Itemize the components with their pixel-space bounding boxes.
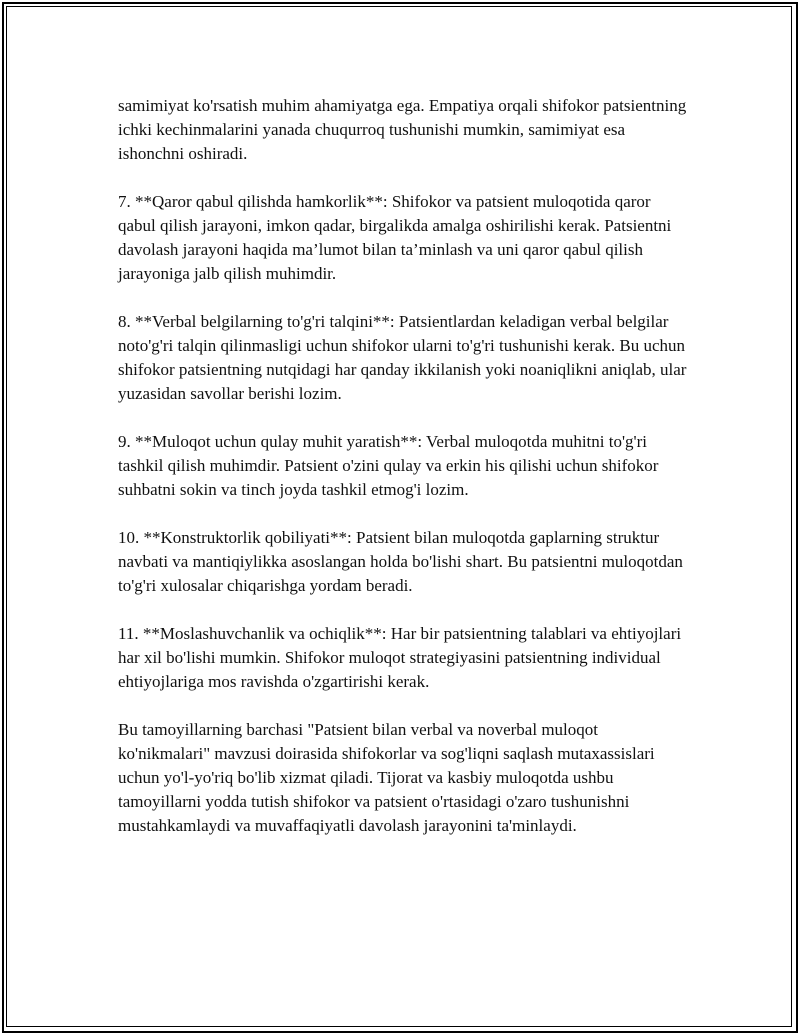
paragraph-conclusion: Bu tamoyillarning barchasi "Patsient bilan verbal va noverbal muloqot ko'nikmalari" mavzusi doirasida shifokorlar va sog'liqni saqlash mutaxassislari uchun yo'l-yo'riq bo'lib xizmat qiladi. Tijorat va kasbiy muloqotda ushbu tamoyillarni yodda tutish shifokor va patsient o'rtasidagi o'zaro tushunishni mustahkamlaydi va muvaffaqiyatli davolash jarayonini ta'minlaydi.: [118, 720, 655, 835]
paragraph-item-9: 9. **Muloqot uchun qulay muhit yaratish**: Verbal muloqotda muhitni to'g'ri tashkil qilish muhimdir. Patsient o'zini qulay va erkin his qilishi uchun shifokor suhbatni sokin va tinch joyda tashkil etmog'i lozim.: [118, 432, 659, 499]
paragraph-item-11: 11. **Moslashuvchanlik va ochiqlik**: Har bir patsientning talablari va ehtiyojlari har xil bo'lishi mumkin. Shifokor muloqot strategiyasini patsientning individual ehtiyojlariga mos ravishda o'zgartirishi kerak.: [118, 624, 682, 691]
paragraph-item-10: 10. **Konstruktorlik qobiliyati**: Patsient bilan muloqotda gaplarning struktur navbati va mantiqiylikka asoslangan holda bo'lishi shart. Bu patsientni muloqotdan to'g'ri xulosalar chiqarishga yordam beradi.: [118, 528, 683, 595]
document-body: [118, 94, 690, 862]
paragraph-item-7: 7. **Qaror qabul qilishda hamkorlik**: Shifokor va patsient muloqotida qaror qabul qilish jarayoni, imkon qadar, birgalikda amalga oshirilishi kerak. Patsientni davolash jarayoni haqida ma’lumot bilan ta’minlash va uni qaror qabul qilish jarayoniga jalb qilish muhimdir.: [118, 192, 672, 283]
paragraph-item-8: 8. **Verbal belgilarning to'g'ri talqini**: Patsientlardan keladigan verbal belgilar noto'g'ri talqin qilinmasligi uchun shifokor ularni to'g'ri tushunishi kerak. Bu uchun shifokor patsientning nutqidagi har qanday ikkilanish yoki noaniqlikni aniqlab, ular yuzasidan savollar berishi lozim.: [118, 312, 687, 403]
paragraph-intro: samimiyat ko'rsatish muhim ahamiyatga ega. Empatiya orqali shifokor patsientning ichki kechinmalarini yanada chuqurroq tushunishi mumkin, samimiyat esa ishonchni oshiradi.: [118, 96, 687, 163]
